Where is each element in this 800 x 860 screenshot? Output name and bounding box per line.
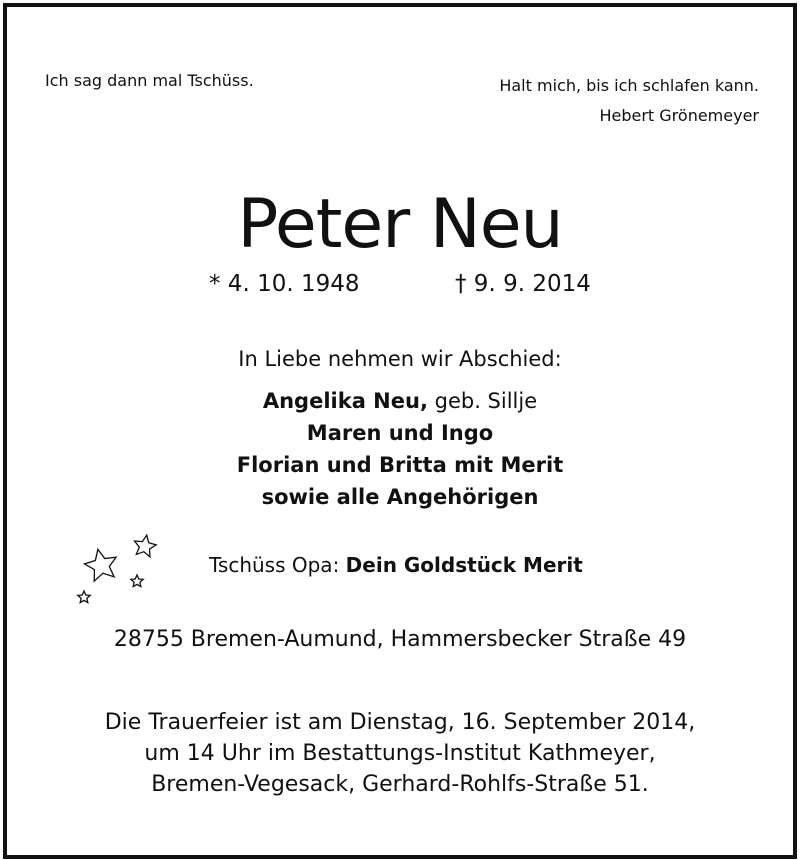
mourner-line: sowie alle Angehörigen <box>261 485 539 509</box>
birth-date: * 4. 10. 1948 <box>209 271 360 297</box>
star-icon <box>131 575 143 587</box>
star-icon <box>132 533 157 557</box>
quote-line: Halt mich, bis ich schlafen kann. <box>499 76 759 95</box>
address: 28755 Bremen-Aumund, Hammersbecker Straße 49 <box>113 627 687 652</box>
obituary-frame <box>3 3 797 859</box>
funeral-line: Die Trauerfeier ist am Dienstag, 16. September 2014, <box>104 710 696 735</box>
star-icon <box>82 546 120 582</box>
funeral-info <box>7 707 793 800</box>
farewell-intro: In Liebe nehmen wir Abschied: <box>238 347 562 371</box>
maiden-name: geb. Sillje <box>427 389 538 413</box>
death-date: † 9. 9. 2014 <box>455 271 591 297</box>
funeral-line: um 14 Uhr im Bestattungs-Institut Kathmeyer, <box>144 741 656 766</box>
grandchild-farewell <box>209 553 583 577</box>
farewell-signature: Dein Goldstück Merit <box>345 553 583 577</box>
funeral-line: Bremen-Vegesack, Gerhard-Rohlfs-Straße 51. <box>151 772 649 797</box>
mourner-name: Angelika Neu, <box>262 389 428 413</box>
quote-left: Ich sag dann mal Tschüss. <box>45 71 254 90</box>
mourner-line <box>7 385 793 417</box>
deceased-name: Peter Neu <box>237 185 563 264</box>
quote-right <box>499 71 759 131</box>
mourner-line: Florian und Britta mit Merit <box>236 453 564 477</box>
star-icon <box>78 591 90 603</box>
stars-decoration <box>71 531 171 613</box>
mourners-list <box>7 385 793 513</box>
mourner-line: Maren und Ingo <box>306 421 494 445</box>
quote-author: Hebert Grönemeyer <box>599 106 759 125</box>
farewell-prefix: Tschüss Opa: <box>209 553 346 577</box>
